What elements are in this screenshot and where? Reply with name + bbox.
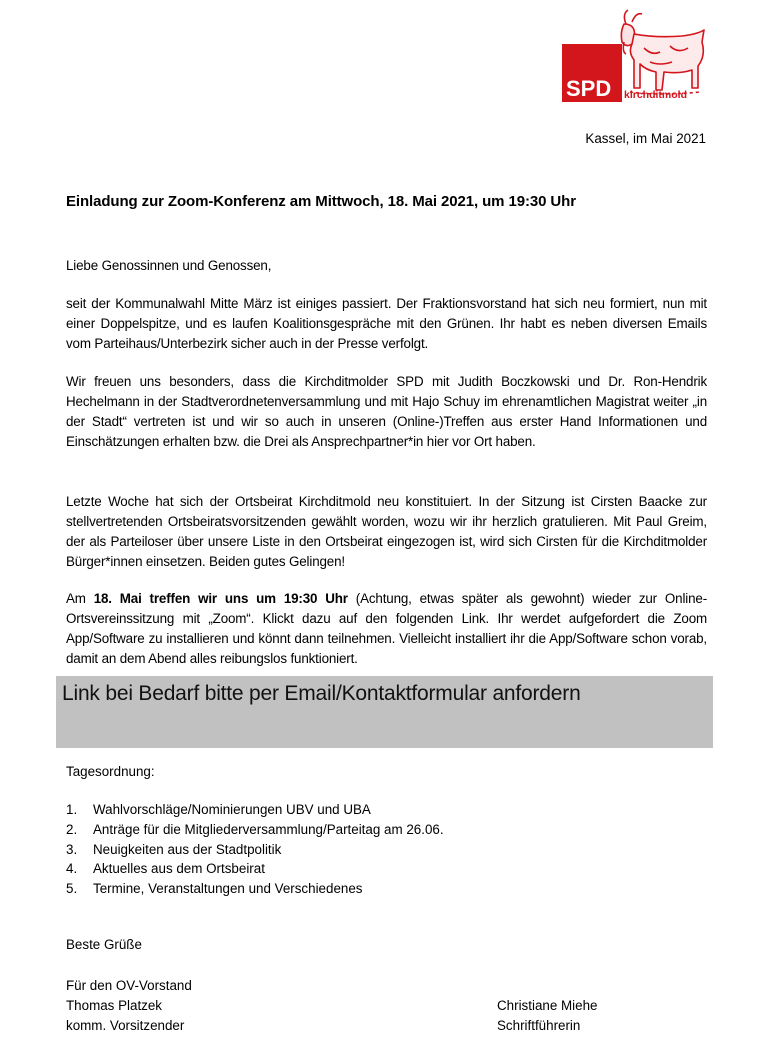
agenda-item-number: 2.: [66, 821, 78, 837]
agenda-item: [66, 879, 444, 899]
paragraph-text: Wir freuen uns besonders, dass die Kirchditmolder SPD mit Judith Boczkowski und Dr. Ron-Hendrik Hechelmann in der Stadtverordnetenversammlung und mit Hajo Schuy im ehrenamtlichen Magistrat weiter „in der Stadt“ vertreten ist und wir so auch in unseren (Online-)Treffen aus erster Hand Informationen und Einschätzungen erhalten bzw. die Drei als Ansprechpartner*in hier vor Ort haben.: [66, 374, 707, 449]
agenda-item: [66, 840, 444, 860]
closing: Beste Grüße: [66, 937, 142, 952]
signature-role: Schriftführerin: [497, 1018, 581, 1033]
signature-name: Christiane Miehe: [497, 998, 598, 1013]
paragraph-local-council: [66, 492, 707, 572]
paragraph-meeting-info: [66, 589, 707, 669]
agenda-item: [66, 820, 444, 840]
agenda-item: [66, 800, 444, 820]
agenda-item-number: 5.: [66, 881, 78, 897]
agenda-item-number: 4.: [66, 861, 78, 877]
paragraph-text: Letzte Woche hat sich der Ortsbeirat Kirchditmold neu konstituiert. In der Sitzung ist Cirsten Baacke zur stellvertretenden Ortsbeiratsvorsitzenden gewählt worden, wozu wir ihr herzlich gratulieren. Mit Paul Greim, der als Parteiloser über unsere Liste in den Ortsbeirat eingezogen ist, wird sich Cirsten für die Kirchditmolder Bürger*innen einsetzen. Beiden gutes Gelingen!: [66, 494, 707, 569]
paragraph-election-news: [66, 294, 707, 354]
link-request-box: [56, 676, 713, 748]
district-wordmark: kirchditmold: [624, 89, 688, 101]
meeting-details: (Achtung, etwas später als gewohnt) wieder zur Online-Ortsvereinssitzung mit „Zoom“. Klickt dazu auf den folgenden Link. Ihr werdet aufgefordert die Zoom App/Software zu installieren und könnt dann teilnehmen. Vielleicht installiert ihr die App/Software schon vorab, damit an dem Abend alles reibungslos funktioniert.: [66, 591, 707, 666]
meeting-prefix: Am: [66, 591, 94, 606]
goat-icon: [621, 10, 704, 94]
agenda-item-text: Aktuelles aus dem Ortsbeirat: [93, 861, 265, 877]
signature-right: [497, 996, 597, 1036]
signature-role: komm. Vorsitzender: [66, 1018, 185, 1033]
meeting-date-time: 18. Mai treffen wir uns um 19:30 Uhr: [93, 591, 348, 606]
paragraph-text: seit der Kommunalwahl Mitte März ist einiges passiert. Der Fraktionsvorstand hat sich neu formiert, nun mit einer Doppelspitze, und es laufen Koalitionsgespräche mit den Grünen. Ihr habt es neben diversen Emails vom Parteihaus/Unterbezirk sicher auch in der Presse verfolgt.: [66, 296, 707, 351]
paragraph-text: [66, 589, 707, 669]
spd-wordmark: SPD: [566, 76, 612, 101]
agenda-list: [66, 800, 444, 899]
agenda-item: [66, 859, 444, 879]
logo-graphic: [560, 8, 710, 106]
signature-left: [66, 976, 192, 1036]
greeting: Liebe Genossinnen und Genossen,: [66, 258, 272, 273]
signature-name: Thomas Platzek: [66, 998, 163, 1013]
agenda-item-text: Neuigkeiten aus der Stadtpolitik: [93, 841, 282, 857]
agenda-item-text: Termine, Veranstaltungen und Verschiedenes: [93, 881, 363, 897]
link-request-text: Link bei Bedarf bitte per Email/Kontaktformular anfordern: [62, 682, 581, 705]
agenda-label: Tagesordnung:: [66, 764, 155, 779]
spd-kirchditmold-logo: [560, 8, 710, 106]
agenda-item-text: Anträge für die Mitgliederversammlung/Parteitag am 26.06.: [93, 821, 444, 837]
agenda-item-number: 3.: [66, 841, 78, 857]
letter-title: Einladung zur Zoom-Konferenz am Mittwoch, 18. Mai 2021, um 19:30 Uhr: [66, 193, 576, 210]
agenda-item-text: Wahlvorschläge/Nominierungen UBV und UBA: [93, 802, 371, 817]
signature-line: Für den OV-Vorstand: [66, 978, 192, 993]
agenda-item-number: 1.: [66, 802, 78, 817]
paragraph-city-representatives: [66, 372, 707, 452]
place-date: Kassel, im Mai 2021: [585, 131, 706, 146]
